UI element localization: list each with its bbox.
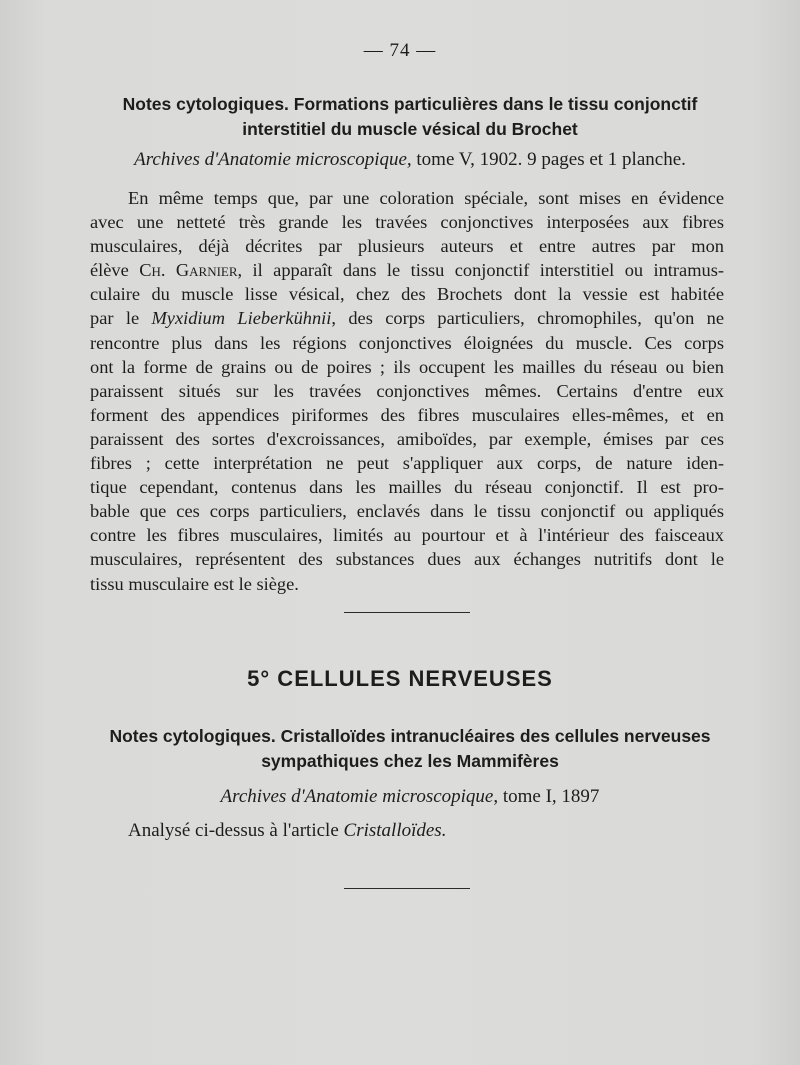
body-line: En même temps que, par une coloration spéciale, sont mises en évidence xyxy=(128,188,724,208)
article-heading-2-line-2: sympathiques chez les Mammifères xyxy=(261,751,559,771)
article-heading-1-line-1: Notes cytologiques. Formations particulières dans le tissu conjonctif xyxy=(122,94,698,114)
body-line: musculaires, déjà décrites par plusieurs auteurs et entre autres par mon xyxy=(90,236,724,257)
body-line-with-author xyxy=(90,258,724,282)
analysis-note-reference: Cristalloïdes. xyxy=(343,820,447,841)
body-line: musculaires, représentent des substances dues aux échanges nutritifs dont le xyxy=(90,549,724,570)
citation-journal-1: Archives d'Anatomie microscopique, xyxy=(134,149,412,170)
section-title: 5° CELLULES NERVEUSES xyxy=(247,666,553,691)
article-body-1 xyxy=(90,186,724,596)
body-line: avec une netteté très grande les travées conjonctives interposées aux fibres xyxy=(90,212,724,233)
body-line-6-post: , des corps particuliers, chromophiles, qu'on ne xyxy=(331,308,724,329)
citation-journal-2: Archives d'Anatomie microscopique xyxy=(220,786,494,807)
article-citation-1 xyxy=(90,148,730,172)
author-name-garnier: Ch. Garnier xyxy=(139,260,238,281)
body-line: contre les fibres musculaires, limités au pourtour et à l'intérieur des faisceaux xyxy=(90,525,724,546)
article-citation-2 xyxy=(90,785,730,809)
body-line: fibres ; cette interprétation ne peut s'appliquer aux corps, de nature iden- xyxy=(90,453,724,474)
analysis-note xyxy=(128,820,446,842)
body-line-4-pre: élève xyxy=(90,260,140,281)
body-line: rencontre plus dans les régions conjonctives éloignées du muscle. Ces corps xyxy=(90,332,724,353)
analysis-note-text: Analysé ci-dessus à l'article xyxy=(128,820,344,841)
body-line: bable que ces corps particuliers, enclavés dans le tissu conjonctif ou appliqués xyxy=(90,501,724,522)
body-line-with-species xyxy=(90,306,724,330)
body-line: paraissent situés sur les travées conjonctives mêmes. Certains d'entre eux xyxy=(90,380,724,401)
body-line: culaire du muscle lisse vésical, chez des Brochets dont la vessie est habitée xyxy=(90,284,724,305)
body-line: forment des appendices piriformes des fibres musculaires elles-mêmes, et en xyxy=(90,404,724,425)
body-line-4-post: , il apparaît dans le tissu conjonctif interstitiel ou intramus- xyxy=(237,260,724,281)
section-divider-2 xyxy=(344,888,470,889)
article-heading-1-line-2: interstitiel du muscle vésical du Brochet xyxy=(242,119,578,139)
article-heading-2 xyxy=(90,724,730,774)
article-heading-2-line-1: Notes cytologiques. Cristalloïdes intranucléaires des cellules nerveuses xyxy=(109,726,711,746)
body-line: ont la forme de grains ou de poires ; ils occupent les mailles du réseau ou bien xyxy=(90,356,724,377)
section-divider-1 xyxy=(344,612,470,613)
body-line: tissu musculaire est le siège. xyxy=(90,573,299,594)
body-line: tique cependant, contenus dans les mailles du réseau conjonctif. Il est pro- xyxy=(90,477,724,498)
citation-details-1: tome V, 1902. 9 pages et 1 planche. xyxy=(411,149,686,170)
page-number: — 74 — xyxy=(363,40,437,61)
body-line: paraissent des sortes d'excroissances, amiboïdes, par exemple, émises par ces xyxy=(90,428,724,449)
species-name: Myxidium Lieberkühnii xyxy=(151,308,332,329)
body-line-6-pre: par le xyxy=(90,308,152,329)
article-heading-1 xyxy=(90,92,730,142)
citation-details-2: , tome I, 1897 xyxy=(493,786,600,807)
